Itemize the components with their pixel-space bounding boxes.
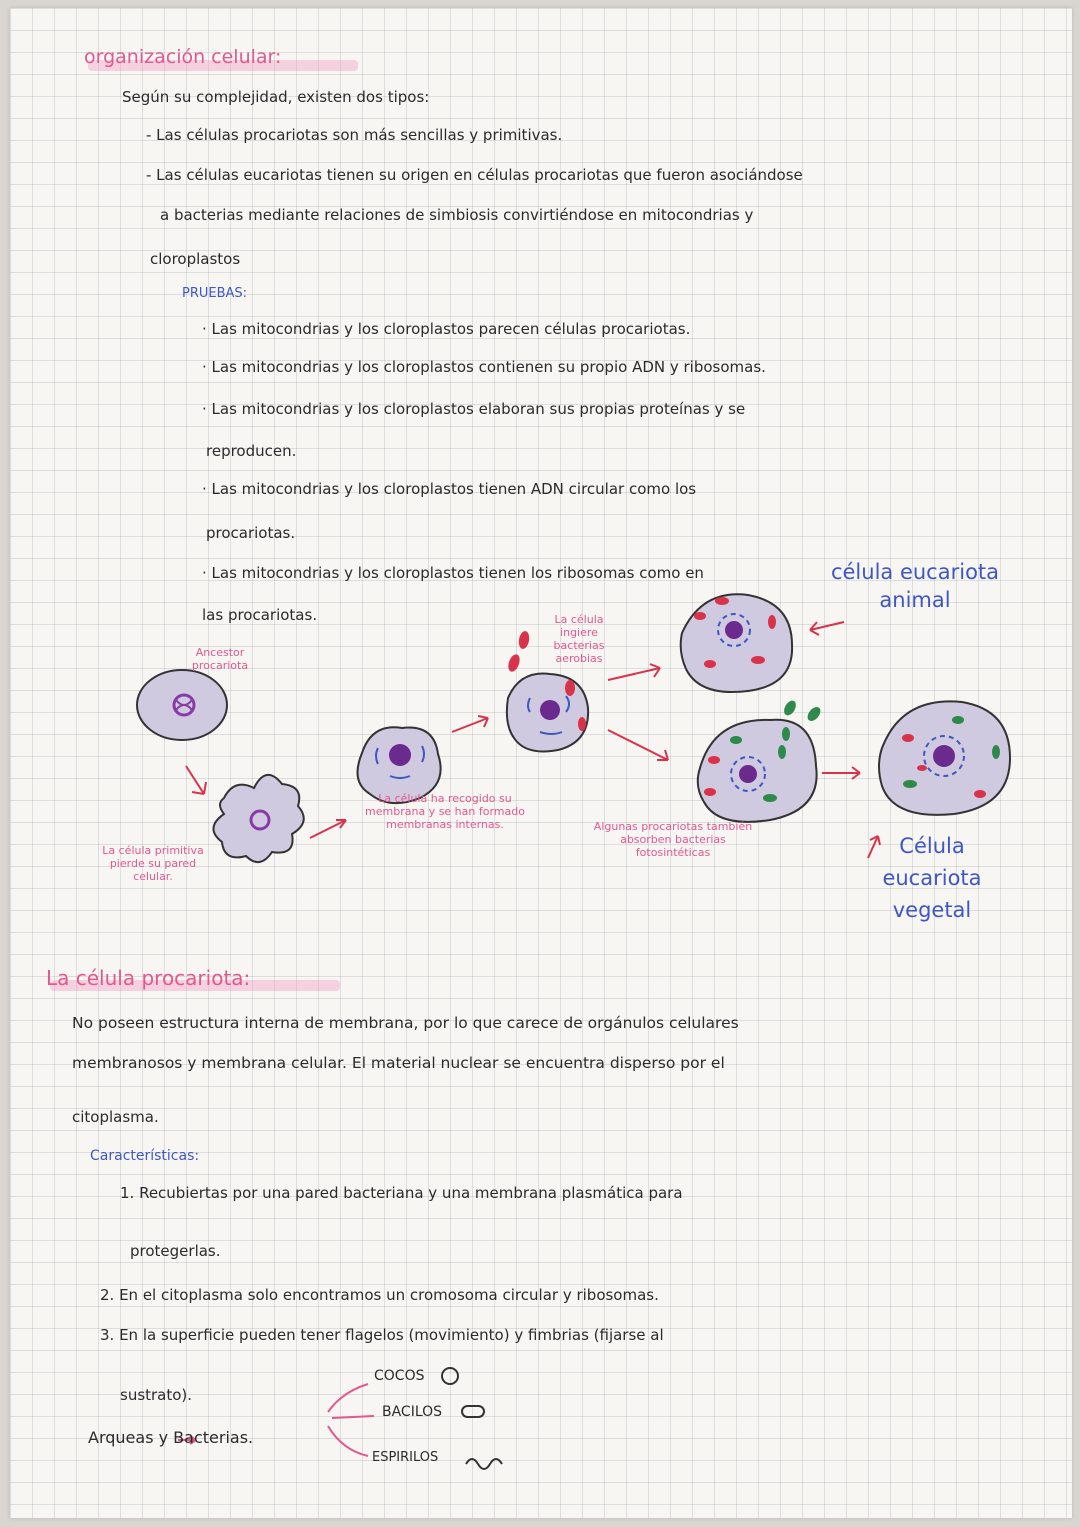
prueba-item: las procariotas. <box>202 606 318 624</box>
notebook-page <box>10 8 1072 1518</box>
tree-branch-bacilos: BACILOS <box>382 1404 443 1420</box>
arrow-down-right <box>608 730 668 760</box>
label-photosynthetic: Algunas procariotas también absorben bacterias fotosintéticas <box>593 820 753 859</box>
label-wall-loss: La célula primitiva pierde su pared celular. <box>102 844 204 883</box>
list-item: - Las células procariotas son más sencillas y primitivas. <box>146 126 563 144</box>
arrow-down <box>186 766 206 794</box>
list-item: cloroplastos <box>150 250 241 268</box>
tree-branch-espirilos: ESPIRILOS <box>372 1450 439 1465</box>
tree-root: Arqueas y Bacterias. <box>88 1428 254 1447</box>
label-membrane: La célula ha recogido su membrana y se han formado membranas internas. <box>365 792 525 831</box>
espirilo-shape-icon <box>466 1459 502 1469</box>
tree-branch-down <box>328 1426 368 1456</box>
body-line: No poseen estructura interna de membrana, por lo que carece de orgánulos celulares <box>72 1014 739 1032</box>
body-line: citoplasma. <box>72 1108 159 1126</box>
arrow-right-2 <box>452 716 488 732</box>
arrow-right-1 <box>310 820 346 838</box>
bacilo-shape-icon <box>462 1406 484 1417</box>
section-title-procariota: La célula procariota: <box>46 966 251 990</box>
prueba-item: · Las mitocondrias y los cloroplastos tienen ADN circular como los <box>202 480 697 498</box>
arrow-up-right <box>608 664 660 680</box>
wall-loss-cell <box>213 775 303 862</box>
prueba-item: · Las mitocondrias y los cloroplastos contienen su propio ADN y ribosomas. <box>202 358 766 376</box>
prueba-item: · Las mitocondrias y los cloroplastos elaboran sus propias proteínas y se <box>202 400 746 418</box>
caracteristicas-label: Características: <box>90 1148 200 1164</box>
label-ancestor: Ancestor procariota <box>191 646 249 672</box>
tree-branch-up <box>328 1384 368 1412</box>
prueba-item: reproducen. <box>206 442 297 460</box>
label-ingests: La célula ingiere bacterias aerobias <box>553 613 605 665</box>
label-vegetal: Célula eucariota vegetal <box>882 834 982 922</box>
pruebas-label: PRUEBAS: <box>182 286 248 301</box>
caracteristica-item: 3. En la superficie pueden tener flagelos (movimiento) y fimbrias (fijarse al <box>100 1326 664 1344</box>
prueba-item: · Las mitocondrias y los cloroplastos tienen los ribosomas como en <box>202 564 704 582</box>
tree-branch-cocos: COCOS <box>374 1368 425 1384</box>
arrow-right-3 <box>822 767 860 779</box>
prueba-item: · Las mitocondrias y los cloroplastos parecen células procariotas. <box>202 320 691 338</box>
caracteristica-item: 2. En el citoplasma solo encontramos un cromosoma circular y ribosomas. <box>100 1286 659 1304</box>
plant-cell <box>879 701 1010 815</box>
arrow-left <box>810 622 844 635</box>
section-title-organizacion: organización celular: <box>84 46 282 68</box>
animal-cell <box>681 594 792 692</box>
coco-shape-icon <box>442 1368 458 1384</box>
list-item: a bacterias mediante relaciones de simbiosis convirtiéndose en mitocondrias y <box>160 206 754 224</box>
intro-line: Según su complejidad, existen dos tipos: <box>122 88 430 106</box>
tree-branch-mid <box>332 1416 374 1418</box>
caracteristica-item: protegerlas. <box>130 1242 221 1260</box>
caracteristica-item: 1. Recubiertas por una pared bacteriana y una membrana plasmática para <box>120 1184 683 1202</box>
body-line: membranosos y membrana celular. El material nuclear se encuentra disperso por el <box>72 1054 725 1072</box>
list-item: - Las células eucariotas tienen su origen en células procariotas que fueron asociándose <box>146 166 803 184</box>
absorbing-cell <box>698 699 823 822</box>
label-animal: célula eucariota animal <box>830 560 1000 612</box>
prueba-item: procariotas. <box>206 524 296 542</box>
ancestor-cell <box>137 670 227 740</box>
caracteristica-item: sustrato). <box>120 1386 193 1404</box>
